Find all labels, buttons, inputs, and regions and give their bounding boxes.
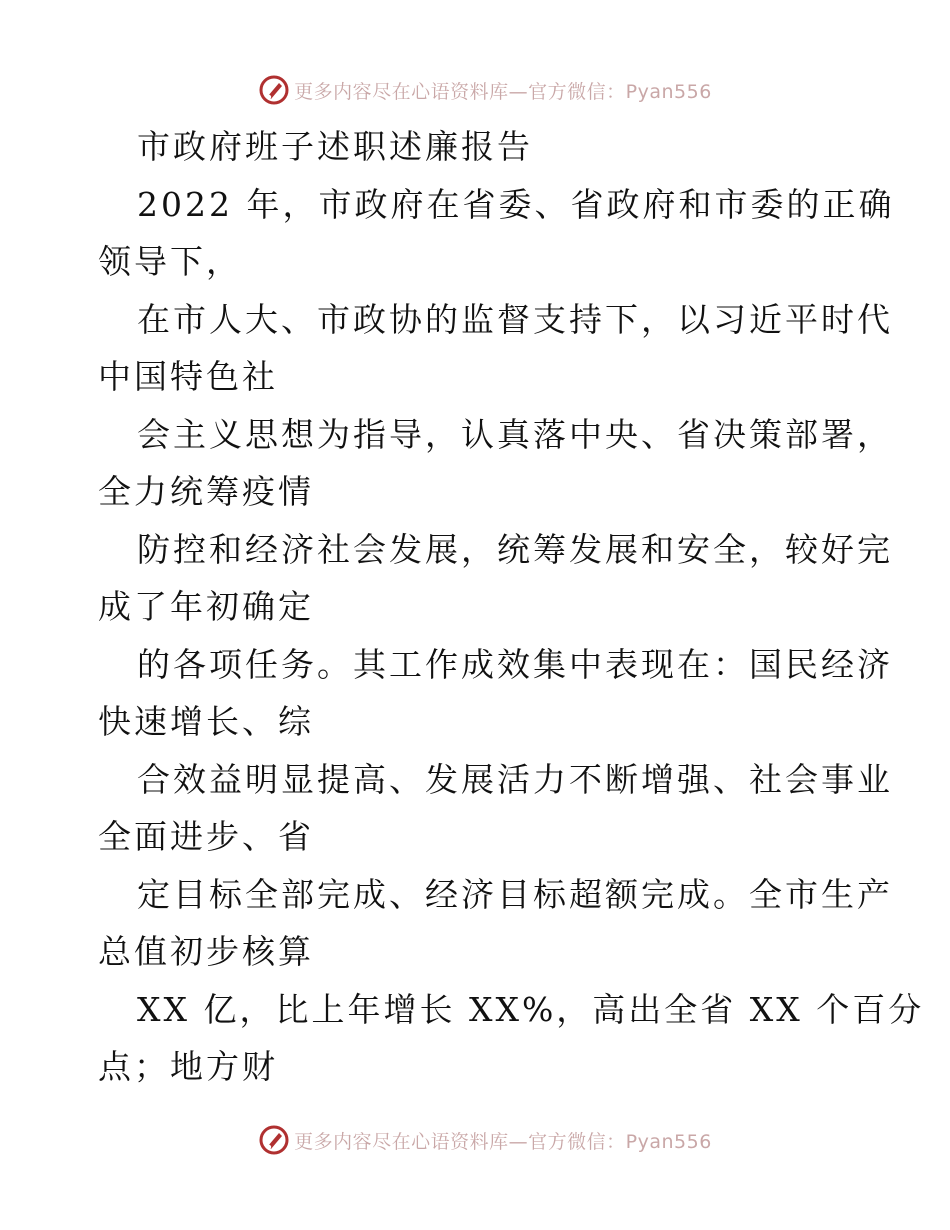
pen-logo-icon bbox=[258, 74, 290, 106]
paragraph-line: 会主义思想为指导，认真落中央、省决策部署， bbox=[137, 414, 893, 454]
paragraph-line: 合效益明显提高、发展活力不断增强、社会事业 bbox=[137, 759, 893, 799]
paragraph-line: 全面进步、省 bbox=[98, 817, 314, 856]
header-banner-inner bbox=[258, 74, 712, 106]
paragraph-line: 成了年初确定 bbox=[98, 587, 314, 626]
header-banner-text: 更多内容尽在心语资料库—官方微信：Pyan556 bbox=[294, 80, 712, 103]
paragraph-line: 的各项任务。其工作成效集中表现在：国民经济 bbox=[137, 644, 893, 684]
paragraph-line: 快速增长、综 bbox=[98, 702, 314, 741]
paragraph-line: 点；地方财 bbox=[98, 1047, 278, 1086]
paragraph-line: 总值初步核算 bbox=[98, 932, 314, 971]
paragraph-line: 防控和经济社会发展，统筹发展和安全，较好完 bbox=[137, 529, 893, 569]
paragraph-line: 全力统筹疫情 bbox=[98, 472, 314, 511]
footer-banner-text: 更多内容尽在心语资料库—官方微信：Pyan556 bbox=[294, 1130, 712, 1153]
document-body bbox=[98, 118, 925, 1096]
pen-logo-icon bbox=[258, 1124, 290, 1156]
paragraph-line: 2022 年，市政府在省委、省政府和市委的正确 bbox=[137, 184, 895, 224]
document-title: 市政府班子述职述廉报告 bbox=[137, 127, 533, 166]
footer-banner bbox=[0, 1120, 950, 1160]
footer-banner-inner bbox=[258, 1124, 712, 1156]
header-banner bbox=[0, 70, 950, 110]
paragraph-line: 在市人大、市政协的监督支持下，以习近平时代 bbox=[137, 299, 893, 339]
paragraph-line: XX 亿，比上年增长 XX%，高出全省 XX 个百分 bbox=[137, 989, 925, 1029]
paragraph-line: 领导下， bbox=[98, 242, 242, 281]
paragraph-line: 定目标全部完成、经济目标超额完成。全市生产 bbox=[137, 874, 893, 914]
paragraph-line: 中国特色社 bbox=[98, 357, 278, 396]
